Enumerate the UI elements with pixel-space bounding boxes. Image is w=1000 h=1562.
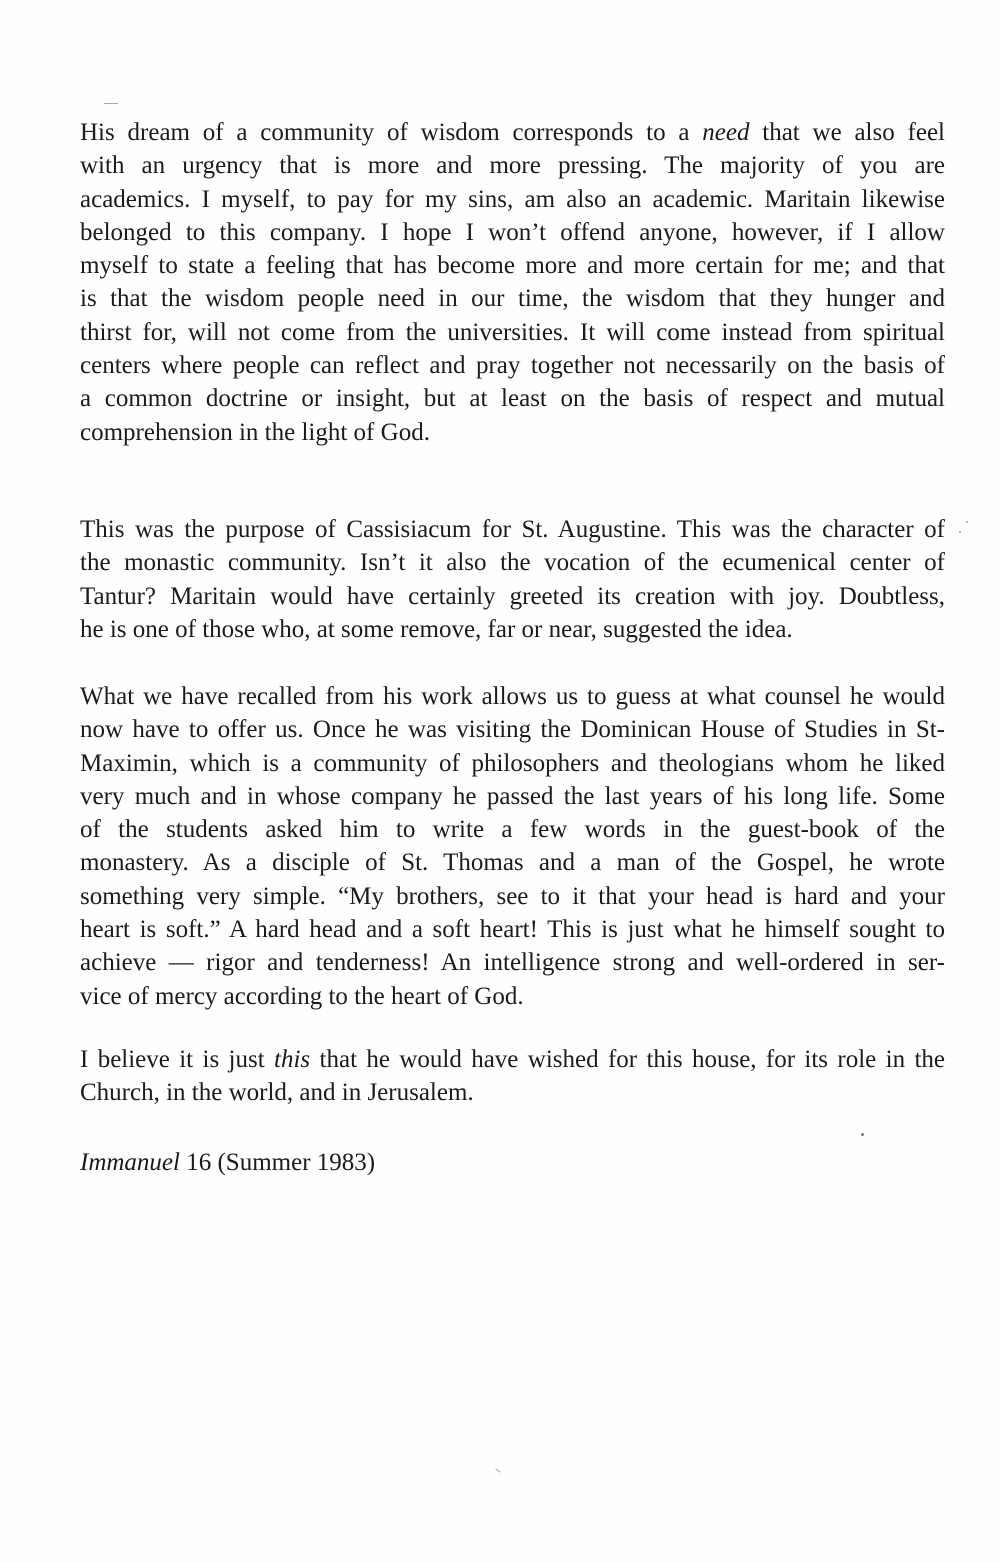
text-line: heart is soft.” A hard head and a soft heart! This is just what he himself sought to [80, 916, 945, 944]
text-segment: that he would have wished for this house, for its role in the [310, 1046, 945, 1073]
text-line: myself to state a feeling that has become more and more certain for me; and that [80, 252, 945, 280]
text-segment: His dream of a community of wisdom corresponds to a [80, 119, 703, 146]
citation-journal: Immanuel [80, 1149, 180, 1176]
text-line: Tantur? Maritain would have certainly greeted its creation with joy. Doubtless, [80, 582, 945, 610]
text-line [80, 116, 945, 149]
text-line: very much and in whose company he passed the last years of his long life. Some [80, 782, 945, 810]
paragraph-2 [80, 513, 945, 646]
text-line: the monastic community. Isn’t it also the vocation of the ecumenical center of [80, 549, 945, 577]
text-line: with an urgency that is more and more pressing. The majority of you are [80, 152, 945, 180]
scan-mark [861, 1133, 864, 1136]
scan-mark [495, 1468, 500, 1472]
text-line: achieve — rigor and tenderness! An intelligence strong and well-ordered in ser- [80, 949, 945, 977]
text-line: monastery. As a disciple of St. Thomas and a man of the Gospel, he wrote [80, 849, 945, 877]
text-line: he is one of those who, at some remove, far or near, suggested the idea. [80, 615, 793, 643]
scan-mark [966, 521, 968, 523]
text-line: now have to offer us. Once he was visiting the Dominican House of Studies in St- [80, 716, 945, 744]
text-line: What we have recalled from his work allows us to guess at what counsel he would [80, 683, 945, 710]
text-segment: I believe it is just [80, 1046, 275, 1073]
citation-issue: 16 (Summer 1983) [186, 1149, 376, 1176]
text-line: something very simple. “My brothers, see to it that your head is hard and your [80, 882, 945, 910]
text-line: is that the wisdom people need in our time, the wisdom that they hunger and [80, 285, 945, 313]
text-line: Maximin, which is a community of philosophers and theologians whom he liked [80, 749, 945, 777]
source-citation [80, 1146, 945, 1179]
scan-mark [104, 103, 118, 104]
text-line: centers where people can reflect and pray together not necessarily on the basis of [80, 352, 945, 380]
text-segment: that we also feel [749, 119, 945, 146]
text-line [80, 1043, 945, 1076]
paragraph-1 [80, 116, 945, 449]
scan-mark [959, 531, 961, 533]
text-line: This was the purpose of Cassisiacum for St. Augustine. This was the character of [80, 516, 945, 543]
text-line: academics. I myself, to pay for my sins, am also an academic. Maritain likewise [80, 185, 945, 213]
text-line: a common doctrine or insight, but at least on the basis of respect and mutual [80, 385, 945, 413]
text-line: belonged to this company. I hope I won’t offend anyone, however, if I allow [80, 218, 945, 246]
paragraph-3 [80, 680, 945, 1013]
text-line: comprehension in the light of God. [80, 418, 430, 446]
text-line: vice of mercy according to the heart of God. [80, 982, 524, 1010]
italic-text: this [274, 1046, 311, 1073]
italic-text: need [702, 119, 750, 146]
text-line: of the students asked him to write a few words in the guest-book of the [80, 816, 945, 844]
paragraph-4 [80, 1043, 945, 1110]
text-line: Church, in the world, and in Jerusalem. [80, 1079, 474, 1107]
text-line: thirst for, will not come from the universities. It will come instead from spiritual [80, 318, 945, 346]
